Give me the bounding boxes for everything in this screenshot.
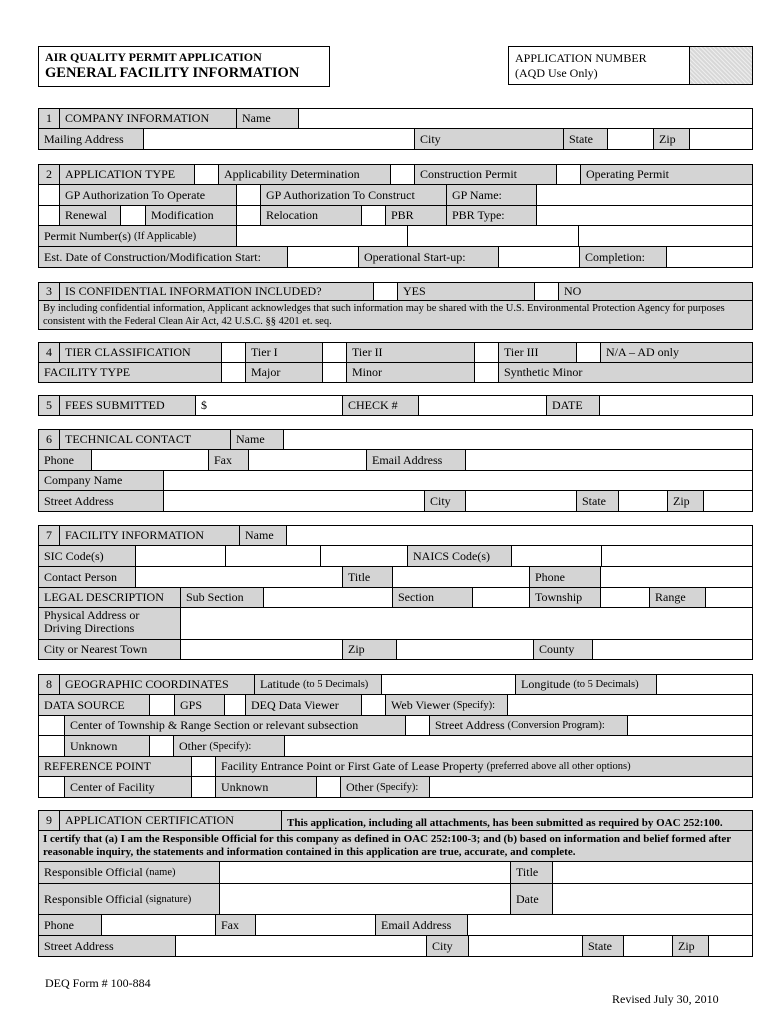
ro-name-label xyxy=(38,861,220,884)
gp-name-label: GP Name: xyxy=(446,184,537,206)
ro-city-field[interactable] xyxy=(468,935,583,957)
subsection-field[interactable] xyxy=(263,587,393,608)
section-1-title: COMPANY INFORMATION xyxy=(59,108,237,129)
section-7-number: 7 xyxy=(38,525,60,546)
other-ref-text: Other xyxy=(346,779,374,794)
tech-name-label: Name xyxy=(230,429,284,450)
physical-address-line2: Driving Directions xyxy=(44,621,135,635)
latitude-label xyxy=(254,674,382,695)
unknown-ref-label: Unknown xyxy=(215,776,317,798)
center-township-label: Center of Township & Range Section or relevant subsection xyxy=(64,715,406,736)
other-source-specify: (Specify): xyxy=(209,740,252,752)
ro-date-field[interactable] xyxy=(552,883,753,915)
renewal-checkbox[interactable] xyxy=(38,205,60,226)
street-conversion-note: (Conversion Program): xyxy=(507,720,605,731)
street-conversion-text: Street Address xyxy=(435,718,505,732)
facility-title-label: Title xyxy=(342,566,393,588)
confidential-yes-checkbox[interactable] xyxy=(373,282,398,301)
ro-zip-field[interactable] xyxy=(708,935,753,957)
ro-street-label: Street Address xyxy=(38,935,176,957)
physical-address-line1: Physical Address or xyxy=(44,608,140,622)
tech-fax-label: Fax xyxy=(208,449,249,471)
tech-email-label: Email Address xyxy=(366,449,466,471)
permit-numbers-text: Permit Number(s) xyxy=(44,228,131,243)
section-4-number: 4 xyxy=(38,342,60,363)
completion-label: Completion: xyxy=(579,246,667,268)
entrance-text: Facility Entrance Point or First Gate of Lease Property xyxy=(221,759,484,773)
mailing-address-label: Mailing Address xyxy=(38,128,144,150)
web-viewer-checkbox[interactable] xyxy=(361,694,386,716)
ro-signature-label xyxy=(38,883,220,915)
center-township-checkbox[interactable] xyxy=(38,715,65,736)
dollar-sign: $ xyxy=(201,398,207,412)
permit-number-field-3[interactable] xyxy=(578,225,753,247)
street-conversion-label xyxy=(429,715,628,736)
tier3-checkbox[interactable] xyxy=(474,342,499,363)
other-source-text: Other xyxy=(179,738,207,753)
gp-operate-checkbox[interactable] xyxy=(38,184,60,206)
naics-label: NAICS Code(s) xyxy=(407,545,512,567)
gp-operate-label: GP Authorization To Operate xyxy=(59,184,237,206)
county-label: County xyxy=(533,639,593,660)
tier1-label: Tier I xyxy=(245,342,323,363)
web-viewer-specify: (Specify): xyxy=(453,699,496,711)
renewal-label: Renewal xyxy=(59,205,121,226)
form-title-line1: AIR QUALITY PERMIT APPLICATION xyxy=(45,50,262,64)
fees-date-field[interactable] xyxy=(599,395,753,416)
company-zip-field[interactable] xyxy=(689,128,753,150)
tech-name-field[interactable] xyxy=(283,429,753,450)
ro-signature-text: Responsible Official xyxy=(44,891,143,906)
tier1-checkbox[interactable] xyxy=(221,342,246,363)
applicability-label: Applicability Determination xyxy=(218,164,391,185)
permit-number-field-2[interactable] xyxy=(407,225,579,247)
longitude-field[interactable] xyxy=(656,674,753,695)
street-address-checkbox[interactable] xyxy=(405,715,430,736)
section-3-number: 3 xyxy=(38,282,60,301)
reference-point-label: REFERENCE POINT xyxy=(38,756,192,777)
longitude-text: Longitude xyxy=(521,677,571,691)
section-7-title: FACILITY INFORMATION xyxy=(59,525,240,546)
application-number-field xyxy=(689,46,753,85)
tech-street-label: Street Address xyxy=(38,490,164,512)
major-label: Major xyxy=(245,362,323,383)
tech-state-label: State xyxy=(576,490,619,512)
unknown-label: Unknown xyxy=(64,735,150,757)
section-label: Section xyxy=(392,587,473,608)
township-field[interactable] xyxy=(600,587,650,608)
ro-signature-field[interactable] xyxy=(219,883,511,915)
est-date-field[interactable] xyxy=(287,246,359,268)
section-5-number: 5 xyxy=(38,395,60,416)
center-facility-checkbox[interactable] xyxy=(38,776,65,798)
tech-city-field[interactable] xyxy=(465,490,577,512)
web-viewer-field[interactable] xyxy=(507,694,753,716)
est-date-label: Est. Date of Construction/Modification Start: xyxy=(38,246,288,268)
tech-phone-label: Phone xyxy=(38,449,92,471)
physical-address-label xyxy=(38,607,181,640)
minor-label: Minor xyxy=(346,362,475,383)
sic-label: SIC Code(s) xyxy=(38,545,136,567)
facility-phone-label: Phone xyxy=(529,566,601,588)
gp-construct-checkbox[interactable] xyxy=(236,184,261,206)
sic-field-1[interactable] xyxy=(135,545,226,567)
deq-viewer-label: DEQ Data Viewer xyxy=(245,694,362,716)
data-source-label: DATA SOURCE xyxy=(38,694,150,716)
center-facility-label: Center of Facility xyxy=(64,776,192,798)
company-zip-label: Zip xyxy=(653,128,690,150)
section-9-number: 9 xyxy=(38,810,60,831)
web-viewer-label xyxy=(385,694,508,716)
facility-name-field[interactable] xyxy=(286,525,753,546)
longitude-label xyxy=(515,674,657,695)
modification-checkbox[interactable] xyxy=(120,205,146,226)
company-state-label: State xyxy=(563,128,608,150)
tech-company-field[interactable] xyxy=(163,470,753,491)
contact-person-label: Contact Person xyxy=(38,566,136,588)
ro-title-field[interactable] xyxy=(552,861,753,884)
facility-zip-label: Zip xyxy=(342,639,397,660)
tech-email-field[interactable] xyxy=(465,449,753,471)
confidential-no-checkbox[interactable] xyxy=(534,282,559,301)
confidential-no-label: NO xyxy=(558,282,753,301)
company-city-label: City xyxy=(414,128,564,150)
construction-permit-label: Construction Permit xyxy=(414,164,557,185)
section-field[interactable] xyxy=(472,587,530,608)
ro-signature-note: (signature) xyxy=(145,893,192,905)
other-source-label xyxy=(173,735,285,757)
longitude-note: (to 5 Decimals) xyxy=(573,679,639,690)
company-state-field[interactable] xyxy=(607,128,654,150)
other-source-checkbox[interactable] xyxy=(149,735,174,757)
township-label: Township xyxy=(529,587,601,608)
synthetic-minor-checkbox[interactable] xyxy=(474,362,499,383)
tech-zip-label: Zip xyxy=(667,490,704,512)
section-8-title: GEOGRAPHIC COORDINATES xyxy=(59,674,255,695)
company-name-label: Name xyxy=(236,108,299,129)
facility-phone-field[interactable] xyxy=(600,566,753,588)
ro-fax-label: Fax xyxy=(215,914,256,936)
ro-title-label: Title xyxy=(510,861,553,884)
facility-zip-field[interactable] xyxy=(396,639,534,660)
gps-label: GPS xyxy=(174,694,225,716)
form-title-box xyxy=(38,46,330,87)
check-field[interactable] xyxy=(418,395,547,416)
na-checkbox[interactable] xyxy=(576,342,601,363)
web-viewer-text: Web Viewer xyxy=(391,697,451,712)
relocation-checkbox[interactable] xyxy=(236,205,261,226)
completion-field[interactable] xyxy=(666,246,753,268)
ro-email-field[interactable] xyxy=(467,914,753,936)
other-source-field[interactable] xyxy=(284,735,753,757)
range-label: Range xyxy=(649,587,706,608)
pbr-label: PBR xyxy=(385,205,447,226)
section-3-title: IS CONFIDENTIAL INFORMATION INCLUDED? xyxy=(59,282,374,301)
tech-zip-field[interactable] xyxy=(703,490,753,512)
na-label: N/A – AD only xyxy=(600,342,753,363)
tech-company-label: Company Name xyxy=(38,470,164,491)
tech-state-field[interactable] xyxy=(618,490,668,512)
section-9-title: APPLICATION CERTIFICATION xyxy=(59,810,282,831)
facility-city-label: City or Nearest Town xyxy=(38,639,181,660)
other-ref-field[interactable] xyxy=(429,776,753,798)
tier3-label: Tier III xyxy=(498,342,577,363)
facility-name-label: Name xyxy=(239,525,287,546)
ro-phone-field[interactable] xyxy=(101,914,216,936)
ro-state-field[interactable] xyxy=(623,935,673,957)
confidential-note: By including confidential information, Applicant acknowledges that such information may be shared with the U.S. Environmental Protection Agency for purposes consistent with the Federal Clean Air Act, 42 U.S.C. §§ 4201 et. seq. xyxy=(38,300,753,330)
synthetic-minor-label: Synthetic Minor xyxy=(498,362,753,383)
subsection-label: Sub Section xyxy=(180,587,264,608)
major-checkbox[interactable] xyxy=(221,362,246,383)
company-name-field[interactable] xyxy=(298,108,753,129)
tier2-checkbox[interactable] xyxy=(322,342,347,363)
relocation-label: Relocation xyxy=(260,205,362,226)
ro-date-label: Date xyxy=(510,883,553,915)
facility-city-field[interactable] xyxy=(180,639,343,660)
other-ref-checkbox[interactable] xyxy=(316,776,341,798)
revised-date: Revised July 30, 2010 xyxy=(612,992,719,1006)
pbr-type-label: PBR Type: xyxy=(446,205,537,226)
section-6-title: TECHNICAL CONTACT xyxy=(59,429,231,450)
unknown-ref-checkbox[interactable] xyxy=(191,776,216,798)
legal-description-label: LEGAL DESCRIPTION xyxy=(38,587,181,608)
sic-field-2[interactable] xyxy=(225,545,321,567)
tech-city-label: City xyxy=(424,490,466,512)
permit-numbers-note: (If Applicable) xyxy=(133,230,197,242)
form-title-line2: GENERAL FACILITY INFORMATION xyxy=(45,65,300,81)
facility-title-field[interactable] xyxy=(392,566,530,588)
physical-address-field[interactable] xyxy=(180,607,753,640)
construction-permit-checkbox[interactable] xyxy=(390,164,415,185)
other-ref-specify: (Specify): xyxy=(376,781,419,793)
street-conversion-field[interactable] xyxy=(627,715,753,736)
certification-statement: I certify that (a) I am the Responsible Official for this company as defined in OAC 252:100-3; and (b) based on information and belief formed after reasonable inquiry, the statements and information contained in this application are true, accurate, and complete. xyxy=(38,830,753,862)
ro-zip-label: Zip xyxy=(672,935,709,957)
app-number-text: APPLICATION NUMBER xyxy=(515,51,647,65)
naics-field-2[interactable] xyxy=(601,545,753,567)
modification-label: Modification xyxy=(145,205,237,226)
ro-phone-label: Phone xyxy=(38,914,102,936)
tech-fax-field[interactable] xyxy=(248,449,367,471)
range-field[interactable] xyxy=(705,587,753,608)
ro-fax-field[interactable] xyxy=(255,914,376,936)
ro-name-text: Responsible Official xyxy=(44,865,143,879)
permit-number-field-1[interactable] xyxy=(236,225,408,247)
fees-date-label: DATE xyxy=(546,395,600,416)
section-2-number: 2 xyxy=(38,164,60,185)
fees-amount-field[interactable] xyxy=(195,395,343,416)
entrance-checkbox[interactable] xyxy=(191,756,216,777)
section-8-number: 8 xyxy=(38,674,60,695)
tier2-label: Tier II xyxy=(346,342,475,363)
ro-street-field[interactable] xyxy=(175,935,427,957)
ro-state-label: State xyxy=(582,935,624,957)
form-number: DEQ Form # 100-884 xyxy=(45,976,151,990)
ro-name-note: (name) xyxy=(145,867,176,878)
latitude-text: Latitude xyxy=(260,677,300,691)
latitude-field[interactable] xyxy=(381,674,516,695)
entrance-note: (preferred above all other options) xyxy=(486,761,631,772)
sic-field-3[interactable] xyxy=(320,545,408,567)
operating-permit-checkbox[interactable] xyxy=(556,164,581,185)
mailing-address-field[interactable] xyxy=(143,128,415,150)
gps-checkbox[interactable] xyxy=(149,694,175,716)
application-number-label xyxy=(508,46,690,85)
contact-person-field[interactable] xyxy=(135,566,343,588)
gp-name-field[interactable] xyxy=(536,184,753,206)
entrance-label xyxy=(215,756,753,777)
op-startup-label: Operational Start-up: xyxy=(358,246,499,268)
confidential-yes-label: YES xyxy=(397,282,535,301)
section-4-title: TIER CLASSIFICATION xyxy=(59,342,222,363)
check-label: CHECK # xyxy=(342,395,419,416)
section-2-title: APPLICATION TYPE xyxy=(59,164,195,185)
deq-viewer-checkbox[interactable] xyxy=(224,694,246,716)
section-1-number: 1 xyxy=(38,108,60,129)
ro-name-field[interactable] xyxy=(219,861,511,884)
naics-field-1[interactable] xyxy=(511,545,602,567)
facility-type-label: FACILITY TYPE xyxy=(38,362,222,383)
latitude-note: (to 5 Decimals) xyxy=(302,679,369,690)
other-ref-label xyxy=(340,776,430,798)
applicability-checkbox[interactable] xyxy=(194,164,219,185)
app-number-sub: (AQD Use Only) xyxy=(515,66,598,80)
pbr-type-field[interactable] xyxy=(536,205,753,226)
permit-numbers-label xyxy=(38,225,237,247)
minor-checkbox[interactable] xyxy=(322,362,347,383)
op-startup-field[interactable] xyxy=(498,246,580,268)
ro-email-label: Email Address xyxy=(375,914,468,936)
section-5-title: FEES SUBMITTED xyxy=(59,395,196,416)
county-field[interactable] xyxy=(592,639,753,660)
pbr-checkbox[interactable] xyxy=(361,205,386,226)
certification-note: This application, including all attachments, has been submitted as required by OAC 252:100. xyxy=(281,810,753,831)
ro-city-label: City xyxy=(426,935,469,957)
section-6-number: 6 xyxy=(38,429,60,450)
operating-permit-label: Operating Permit xyxy=(580,164,753,185)
tech-street-field[interactable] xyxy=(163,490,425,512)
tech-phone-field[interactable] xyxy=(91,449,209,471)
unknown-checkbox[interactable] xyxy=(38,735,65,757)
gp-construct-label: GP Authorization To Construct xyxy=(260,184,447,206)
